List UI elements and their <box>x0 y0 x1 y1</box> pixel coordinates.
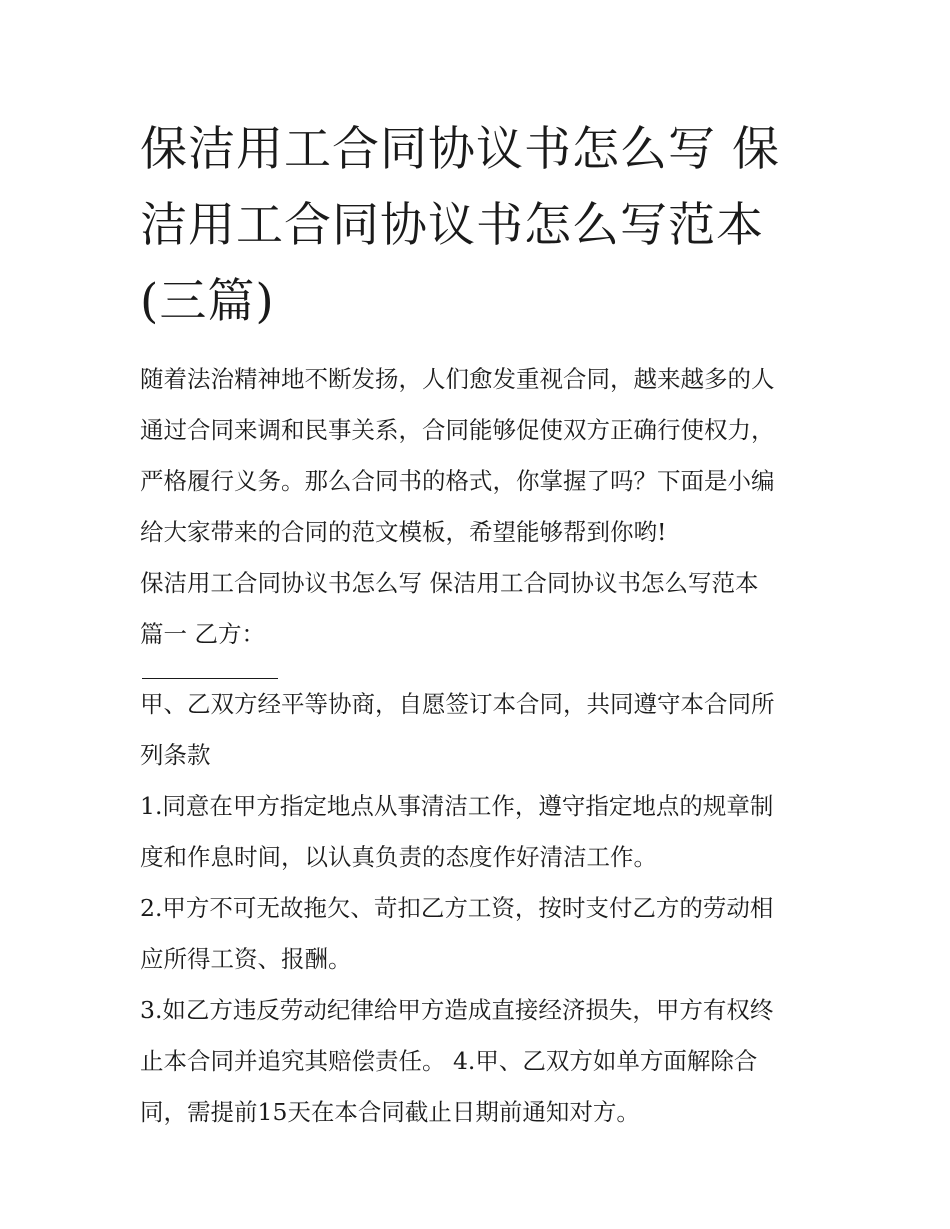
document-title <box>140 112 820 340</box>
intro-line: 给大家带来的合同的范文模板，希望能够帮到你哟! <box>140 518 667 546</box>
clause-line: 1.同意在甲方指定地点从事清洁工作，遵守指定地点的规章制 <box>140 792 774 820</box>
section-heading-line <box>140 609 820 679</box>
clause-line: 度和作息时间，以认真负责的态度作好清洁工作。 <box>140 843 657 871</box>
clause-3 <box>140 985 820 1138</box>
clause-line: 2.甲方不可无故拖欠、苛扣乙方工资，按时支付乙方的劳动相 <box>140 894 774 922</box>
title-line: 洁用工合同协议书怎么写范本 <box>140 198 764 253</box>
section-heading <box>140 558 820 679</box>
document-page <box>140 112 820 1138</box>
title-line: (三篇) <box>140 274 275 329</box>
intro-line: 严格履行义务。那么合同书的格式，你掌握了吗？下面是小编 <box>140 467 775 495</box>
intro-paragraph <box>140 354 820 558</box>
agreement-line: 列条款 <box>140 741 211 769</box>
party-b-label: 篇一 乙方： <box>140 620 265 648</box>
agreement-paragraph <box>140 679 820 781</box>
clause-2 <box>140 883 820 985</box>
title-line: 保洁用工合同协议书怎么写 保 <box>140 122 780 177</box>
intro-line: 通过合同来调和民事关系，合同能够促使双方正确行使权力， <box>140 416 775 444</box>
document-body <box>140 354 820 1138</box>
section-heading-line: 保洁用工合同协议书怎么写 保洁用工合同协议书怎么写范本 <box>140 569 759 597</box>
clause-line: 应所得工资、报酬。 <box>140 945 352 973</box>
party-b-blank-line <box>142 660 278 679</box>
clause-line: 3.如乙方违反劳动纪律给甲方造成直接经济损失，甲方有权终 <box>140 996 774 1024</box>
intro-line: 随着法治精神地不断发扬，人们愈发重视合同，越来越多的人 <box>140 365 775 393</box>
clause-1 <box>140 781 820 883</box>
agreement-line: 甲、乙双方经平等协商，自愿签订本合同，共同遵守本合同所 <box>140 690 775 718</box>
clause-line: 止本合同并追究其赔偿责任。 4.甲、乙双方如单方面解除合 <box>140 1047 758 1075</box>
clause-line: 同，需提前15天在本合同截止日期前通知对方。 <box>140 1098 640 1126</box>
